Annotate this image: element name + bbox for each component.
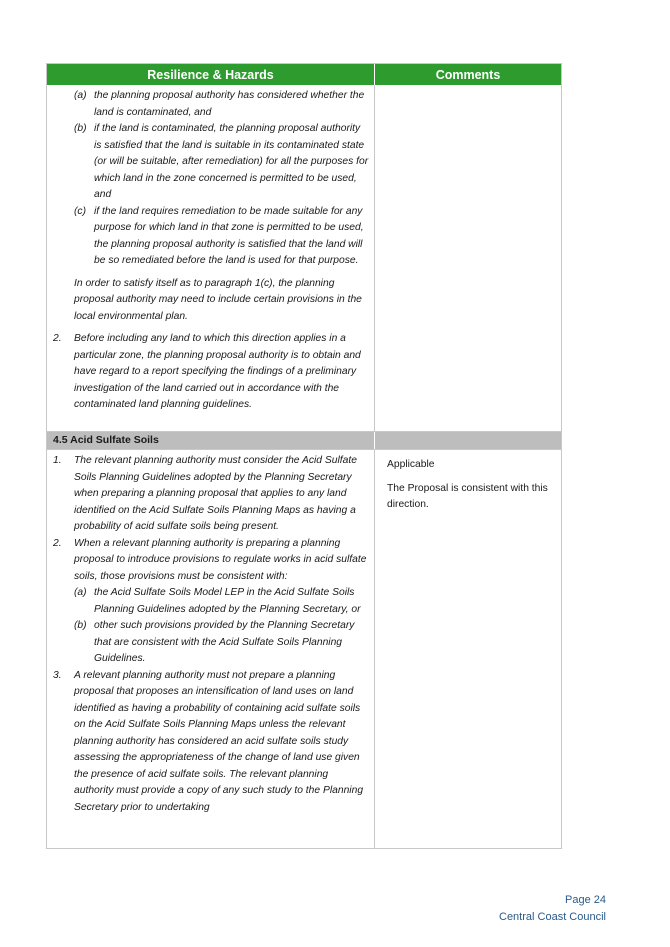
clause-item (53, 536, 370, 586)
clause-item (53, 121, 370, 204)
clause-item (53, 331, 370, 414)
table-row-contamination (47, 85, 561, 431)
acid-sulfate-clauses (47, 450, 374, 816)
clause-text: When a relevant planning authority is preparing a planning proposal to introduce provisions to regulate works in acid sulfate soils, those provisions must be consistent with: (74, 537, 367, 582)
clause-text: A relevant planning authority must not prepare a planning proposal that proposes an intensification of land uses on land identified as having a probability of containing acid sulfate soils on the Acid Sulfate Soils Planning Maps unless the relevant planning authority has considered an acid sulfate soils study assessing the appropriateness of the change of land use given the presence of acid sulfate soils. The relevant planning authority must provide a copy of any such study to the Planning Secretary prior to undertaking (74, 669, 364, 813)
contamination-clauses (47, 85, 374, 414)
clause-text: In order to satisfy itself as to paragraph 1(c), the planning proposal authority may need to include certain provisions in the local environmental plan. (74, 277, 362, 322)
comment-status: Applicable (387, 459, 435, 470)
clause-number: 3. (53, 669, 62, 681)
section-title: 4.5 Acid Sulfate Soils (47, 432, 375, 449)
clause-item (53, 276, 370, 326)
requirements-table (46, 63, 562, 849)
clause-item (53, 585, 370, 618)
page-number: Page 24 (565, 894, 606, 906)
clause-item (53, 618, 370, 668)
clause-item (53, 204, 370, 270)
header-resilience-hazards: Resilience & Hazards (47, 64, 375, 85)
clause-number: (a) (74, 90, 87, 101)
clause-text: Before including any land to which this direction applies in a particular zone, the planning proposal authority is to obtain and have regard to a report specifying the findings of a preliminary investigation of the land carried out in accordance with the contaminated land planning guidelines. (74, 333, 361, 410)
acid-sulfate-comments (375, 450, 561, 848)
comment-text: The Proposal is consistent with this direction. (387, 482, 548, 510)
clause-text: the planning proposal authority has considered whether the land is contaminated, and (94, 90, 365, 118)
clause-item (53, 453, 370, 536)
header-comments: Comments (435, 67, 501, 82)
clause-text: other such provisions provided by the Planning Secretary that are consistent with the Acid Sulfate Soils Planning Guidelines. (94, 620, 355, 664)
section-comment-cell (375, 432, 561, 449)
clause-number: (b) (74, 123, 87, 134)
section-row (47, 431, 561, 450)
organisation-name: Central Coast Council (499, 911, 606, 923)
table-row-acid-sulfate (47, 450, 561, 848)
clause-text: the Acid Sulfate Soils Model LEP in the Acid Sulfate Soils Planning Guidelines adopted by the Planning Secretary, or (94, 587, 361, 615)
clause-number: 2. (53, 537, 62, 549)
clause-number: 2. (53, 333, 62, 344)
clause-item (53, 88, 370, 121)
clause-text: The relevant planning authority must consider the Acid Sulfate Soils Planning Guidelines adopted by the Planning Secretary when preparing a planning proposal that applies to any land identified on the Acid Sulfate Soils Planning Maps as having a probability of acid sulfate soils being present. (74, 455, 357, 532)
clause-text: if the land requires remediation to be made suitable for any purpose for which land in that zone is permitted to be used, the planning proposal authority is satisfied that the land will be so remediated before the land is used for that purpose. (94, 205, 364, 266)
clause-text: if the land is contaminated, the planning proposal authority is satisfied that the land is suitable in its contaminated state (or will be suitable, after remediation) for all the purposes for which land in the zone concerned is permitted to be used, and (94, 123, 369, 200)
clause-number: 1. (53, 455, 62, 466)
clause-number: (a) (74, 587, 87, 598)
contamination-comments (375, 85, 561, 431)
clause-number: (c) (74, 205, 87, 217)
table-header (47, 64, 561, 85)
clause-number: (b) (74, 620, 87, 631)
clause-item (53, 668, 370, 817)
